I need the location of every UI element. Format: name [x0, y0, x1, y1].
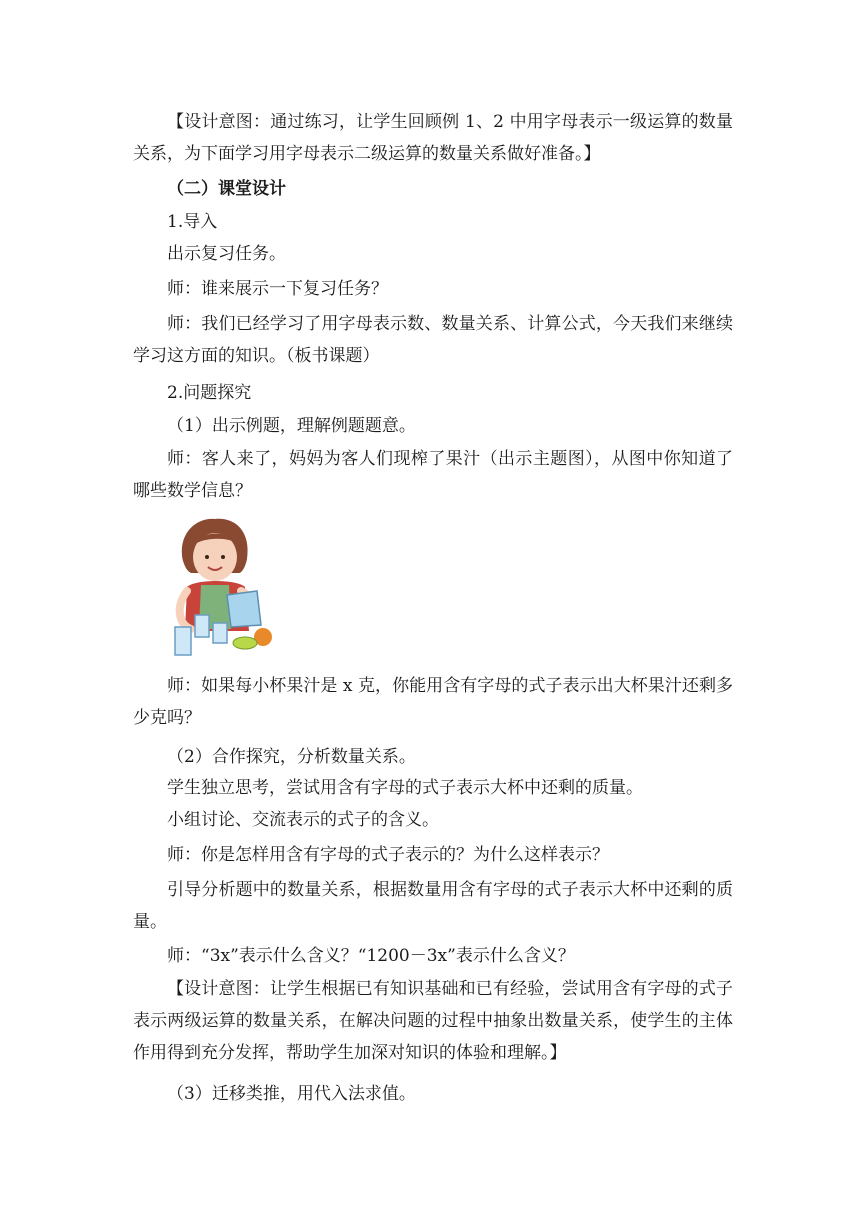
paragraph-teacher-guests: 师：客人来了，妈妈为客人们现榨了果汁（出示主题图），从图中你知道了哪些数学信息？ — [133, 449, 733, 501]
subheading-introduction: 1.导入 — [167, 212, 218, 232]
step-1-heading: （1）出示例题，理解例题题意。 — [167, 416, 416, 436]
subheading-problem-exploration: 2.问题探究 — [167, 383, 252, 403]
paragraph-teacher-how: 师：你是怎样用含有字母的式子表示的？为什么这样表示？ — [167, 845, 609, 865]
paragraph-guide-analysis: 引导分析题中的数量关系，根据数量用含有字母的式子表示大杯中还剩的质量。 — [133, 880, 733, 932]
paragraph-group-discussion: 小组讨论、交流表示的式子的含义。 — [167, 810, 439, 830]
paragraph-student-thinking: 学生独立思考，尝试用含有字母的式子表示大杯中还剩的质量。 — [167, 778, 643, 798]
paragraph-review-task: 出示复习任务。 — [167, 244, 286, 264]
design-intent-paragraph-2: 【设计意图：让学生根据已有知识基础和已有经验，尝试用含有字母的式子表示两级运算的数量关系，在解决问题的过程中抽象出数量关系，使学生的主体作用得到充分发挥，帮助学生加深对知识的体验和理解。】 — [133, 979, 733, 1063]
paragraph-teacher-question-1: 师：谁来展示一下复习任务？ — [167, 279, 388, 299]
paragraph-teacher-intro: 师：我们已经学习了用字母表示数、数量关系、计算公式，今天我们来继续学习这方面的知识。（板书课题） — [133, 314, 733, 366]
step-2-heading: （2）合作探究，分析数量关系。 — [167, 747, 416, 767]
mother-pouring-juice-illustration — [165, 515, 285, 667]
step-3-heading: （3）迁移类推，用代入法求值。 — [167, 1084, 416, 1104]
paragraph-teacher-small-cup: 师：如果每小杯果汁是 x 克，你能用含有字母的式子表示出大杯果汁还剩多少克吗？ — [133, 676, 733, 728]
design-intent-paragraph-1: 【设计意图：通过练习，让学生回顾例 1、2 中用字母表示一级运算的数量关系，为下面学习用字母表示二级运算的数量关系做好准备。】 — [133, 112, 733, 164]
section-heading-classroom-design: （二）课堂设计 — [167, 179, 286, 199]
paragraph-teacher-3x-meaning: 师：“3x”表示什么含义？“1200－3x”表示什么含义？ — [167, 946, 575, 966]
